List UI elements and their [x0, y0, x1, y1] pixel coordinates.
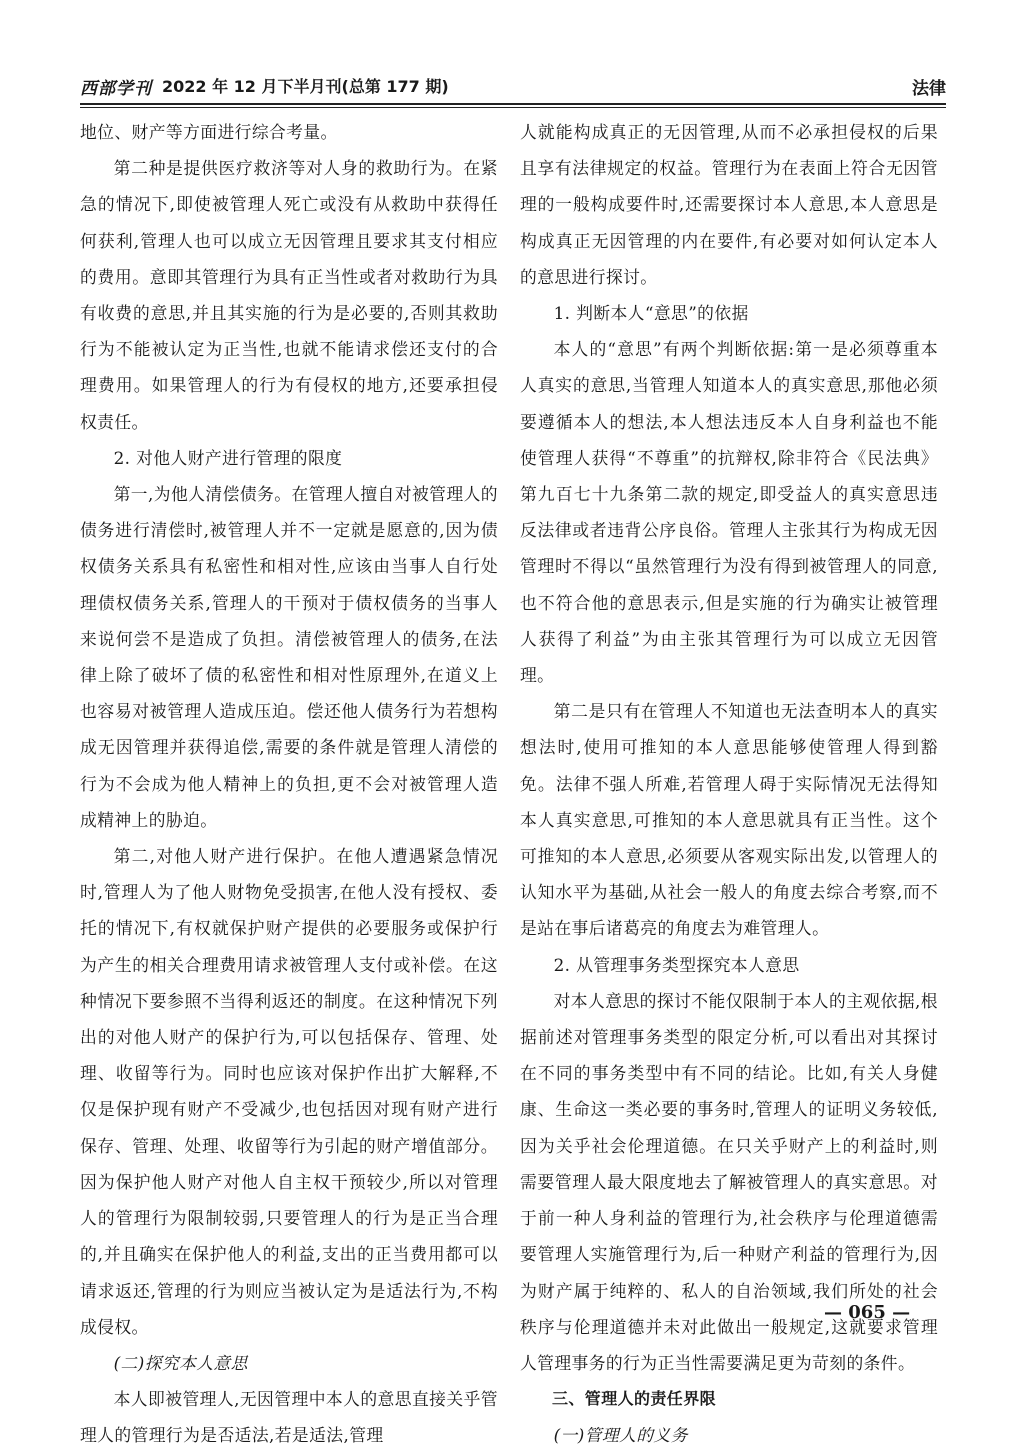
- section-heading: 三、管理人的责任界限: [552, 1389, 717, 1409]
- header-rule: [80, 103, 946, 105]
- section-label: 法律: [912, 79, 946, 99]
- paragraph: 本人即被管理人,无因管理中本人的意思直接关乎管理人的管理行为是否适法,若是适法,管理: [80, 1389, 498, 1446]
- section-heading: 2. 从管理事务类型探究本人意思: [553, 954, 800, 975]
- paragraph: 本人的“意思”有两个判断依据:第一是必须尊重本人真实的意思,当管理人知道本人的真实意思,那他必须要遵循本人的想法,本人想法违反本人自身利益也不能使管理人获得“不尊重”的抗辩权,除非符合《民法典》第九百七十九条第二款的规定,即受益人的真实意思违反法律或者违背公序良俗。管理人主张其行为构成无因管理时不得以“虽然管理行为没有得到被管理人的同意,也不符合他的意思表示,但是实施的行为确实让被管理人获得了利益”为由主张其管理行为可以成立无因管理。: [520, 339, 938, 686]
- paragraph: 对本人意思的探讨不能仅限制于本人的主观依据,根据前述对管理事务类型的限定分析,可以看出对其探讨在不同的事务类型中有不同的结论。比如,有关人身健康、生命这一类必要的事务时,管理人的证明义务较低,因为关乎社会伦理道德。在只关乎财产上的利益时,则需要管理人最大限度地去了解被管理人的真实意思。对于前一种人身利益的管理行为,社会秩序与伦理道德需要管理人实施管理行为,后一种财产利益的管理行为,因为财产属于纯粹的、私人的自治领域,我们所处的社会秩序与伦理道德并未对此做出一般规定,这就要求管理人管理事务的行为正当性需要满足更为苛刻的条件。: [520, 990, 938, 1373]
- section-heading: (一)管理人的义务: [553, 1425, 688, 1446]
- header-rule-thin: [80, 107, 946, 108]
- page-number: — 065 —: [824, 1302, 911, 1323]
- paragraph: 第二,对他人财产进行保护。在他人遭遇紧急情况时,管理人为了他人财物免受损害,在他人没有授权、委托的情况下,有权就保护财产提供的必要服务或保护行为产生的相关合理费用请求被管理人支付或补偿。在这种情况下要参照不当得利返还的制度。在这种情况下列出的对他人财产的保护行为,可以包括保存、管理、处理、收留等行为。同时也应该对保护作出扩大解释,不仅是保护现有财产不受减少,也包括因对现有财产进行保存、管理、处理、收留等行为引起的财产增值部分。因为保护他人财产对他人自主权干预较少,所以对管理人的管理行为限制较弱,只要管理人的行为是正当合理的,并且确实在保护他人的利益,支出的正当费用都可以请求返还,管理的行为则应当被认定为是适法行为,不构成侵权。: [80, 846, 498, 1337]
- left-column: [80, 114, 498, 1446]
- paragraph: 第一,为他人清偿债务。在管理人擅自对被管理人的债务进行清偿时,被管理人并不一定就是愿意的,因为债权债务关系具有私密性和相对性,应该由当事人自行处理债权债务关系,管理人的干预对于债权债务的当事人来说何尝不是造成了负担。清偿被管理人的债务,在法律上除了破坏了债的私密性和相对性原理外,在道义上也容易对被管理人造成压迫。偿还他人债务行为若想构成无因管理并获得追偿,需要的条件就是管理人清偿的行为不会成为他人精神上的负担,更不会对被管理人造成精神上的胁迫。: [80, 484, 498, 830]
- paragraph: 第二是只有在管理人不知道也无法查明本人的真实想法时,使用可推知的本人意思能够使管理人得到豁免。法律不强人所难,若管理人碍于实际情况无法得知本人真实意思,可推知的本人意思就具有正当性。这个可推知的本人意思,必须要从客观实际出发,以管理人的认知水平为基础,从社会一般人的角度去综合考察,而不是站在事后诸葛亮的角度去为难管理人。: [520, 701, 938, 939]
- issue-info: 2022 年 12 月下半月刊(总第 177 期): [162, 77, 449, 96]
- section-heading: 1. 判断本人“意思”的依据: [553, 303, 749, 324]
- journal-logo: 西部学刊: [80, 79, 152, 99]
- paragraph: 第二种是提供医疗救济等对人身的救助行为。在紧急的情况下,即使被管理人死亡或没有从救助中获得任何获利,管理人也可以成立无因管理且要求其支付相应的费用。意即其管理行为具有正当性或者对救助行为具有收费的意思,并且其实施的行为是必要的,否则其救助行为不能被认定为正当性,也就不能请求偿还支付的合理费用。如果管理人的行为有侵权的地方,还要承担侵权责任。: [80, 158, 498, 432]
- section-heading: (二)探究本人意思: [113, 1352, 248, 1373]
- page-header: [80, 72, 946, 104]
- section-heading: 2. 对他人财产进行管理的限度: [113, 447, 343, 468]
- paragraph: 地位、财产等方面进行综合考量。: [80, 122, 338, 142]
- paragraph: 人就能构成真正的无因管理,从而不必承担侵权的后果且享有法律规定的权益。管理行为在表面上符合无因管理的一般构成要件时,还需要探讨本人意思,本人意思是构成真正无因管理的内在要件,有必要对如何认定本人的意思进行探讨。: [520, 122, 938, 287]
